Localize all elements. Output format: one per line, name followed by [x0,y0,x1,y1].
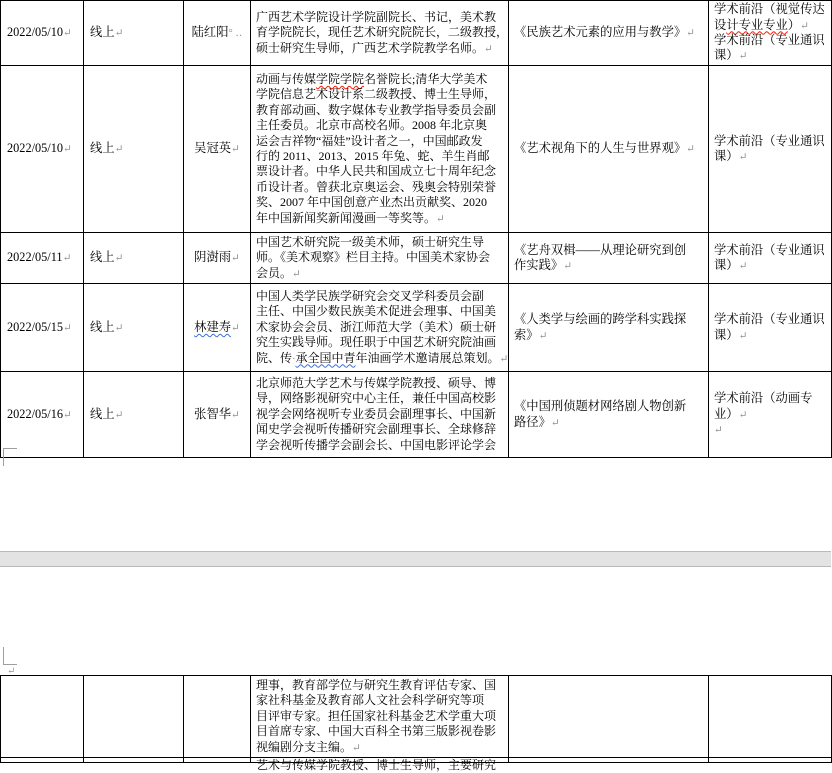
formatting-mark: ↵ [114,322,124,334]
category-cell [709,284,832,372]
text-line [714,33,829,48]
text-line [256,407,507,422]
spellcheck-flagged-text: 计专业专业 [726,17,788,32]
cell-text: ） [787,17,801,32]
table-row [1,66,832,233]
text-line [256,149,507,164]
cell-text: 闻史学会视听传播研究会副理事长、全球修辞 [256,422,497,437]
cell-text: 学术前沿（专业通识 [714,133,825,148]
formatting-mark: ↵ [686,144,695,156]
lecture-table-page2 [0,675,832,772]
cell-text: 北京师范大学艺术与传媒学院教授、硕导、博 [256,376,497,391]
cell-text: 院、传 [256,350,293,365]
formatting-mark: ↵ [738,51,748,63]
cell-text: 术家协会会员、浙江师范大学（美术）硕士研 [256,319,497,334]
cell-text: 学术前沿（视觉传达 [714,2,825,17]
text-line [256,10,507,25]
lecturer-cell [184,758,251,763]
text-line [256,266,507,281]
cell-text: 会员。 [256,265,293,280]
text-line [256,376,507,391]
cell-text: 《人类学与绘画的跨学科实践探 [514,312,687,327]
cell-text: 课） [714,149,739,163]
text-line [7,407,81,422]
text-line [714,243,829,258]
format-cell [84,758,184,763]
cell-text: 运会吉祥物“福娃”设计者之一，中国邮政发 [256,133,483,148]
cell-text: 2022/05/16 [7,406,64,421]
table-row [1,233,832,284]
text-line [714,48,829,63]
date-cell [1,758,84,763]
date-cell [1,66,84,233]
lecturer-cell [184,284,251,372]
formatting-mark: ↵ [800,20,809,32]
formatting-mark: ↵ [538,330,548,342]
cell-text: 年油画学术邀请展总策划。 [355,350,500,365]
formatting-mark: ↵ [231,322,240,334]
title-cell [509,284,709,372]
cell-text: 阴澍雨 [194,250,232,265]
text-line [90,407,181,422]
text-line [185,25,249,40]
formatting-mark: ↵ [62,253,72,265]
formatting-mark: ↵ [231,144,240,156]
text-line [7,250,81,265]
text-line [714,18,829,33]
text-line [256,740,507,755]
text-line [256,72,507,87]
text-line [714,149,829,164]
text-line [514,243,706,258]
formatting-mark: ↵ [63,409,72,421]
cell-text: 视学会网络视听专业委员会副理事长、中国新 [256,406,497,421]
text-line [256,351,507,366]
text-line [256,289,507,304]
text-line [714,134,829,149]
text-line [514,141,706,156]
lecturer-cell [184,1,251,66]
category-cell [709,66,832,233]
formatting-mark: ↵ [738,261,748,272]
cell-text: 《艺术视角下的人生与世界观》 [514,141,687,156]
text-line [256,41,507,56]
formatting-mark: ↵ [114,409,124,421]
text-line [90,320,181,335]
cell-text: 学术前沿（专业通识 [714,33,825,47]
formatting-mark: ↵ [436,213,445,225]
formatting-mark: ↵ [499,353,509,365]
table-row [1,372,832,458]
title-cell [509,372,709,458]
cell-text: 学术前沿（动画专 [714,391,813,406]
text-line [514,312,706,327]
date-cell [1,284,84,372]
cell-text: 行的 2011、2013、2015 年兔、蛇、羊生肖邮 [256,149,490,163]
formatting-mark: ↵ [550,417,560,429]
cell-text: 中国艺术研究院一级美术师，硕士研究生导 [256,234,485,249]
text-line [256,693,507,708]
cell-text: 艺术与传媒学院教授、博士生导师，主要研究 [256,758,497,772]
cell-text: 线上 [90,406,115,421]
text-line [7,25,81,40]
title-cell [509,1,709,66]
cell-text: 学会视听传播学会副会长、中国电影评论学会 [256,437,497,452]
formatting-mark: ↵ [484,43,493,55]
text-line [714,2,829,17]
table-row [1,758,832,763]
text-line [714,391,829,406]
category-cell [709,372,832,458]
text-line [714,422,829,437]
formatting-mark: ↵ [114,253,124,265]
format-cell [84,66,184,233]
cell-text: 学院信息艺术设计系二级教授、博士生导师， [256,87,497,102]
table-row [1,284,832,372]
cell-text: 线上 [90,250,115,265]
cell-text: 师。《美术观察》栏目主持。中国美术家协会 [256,250,491,265]
formatting-mark: · [292,353,296,365]
formatting-mark: ° ‥ [228,28,243,40]
text-line [185,141,249,156]
cell-text: 2022/05/10 [7,25,64,40]
cell-text: 目评审专家。担任国家社科基金艺术学重大项 [256,708,497,723]
format-cell [84,233,184,284]
formatting-mark: ↵ [714,425,723,437]
cell-text: 奖、2007 年中国创意产业杰出贡献奖、2020 [256,195,488,210]
text-line [256,335,507,350]
cell-text: 究生实践导师。现任职于中国艺术研究院油画 [256,335,497,350]
text-line [256,758,507,773]
text-line [90,25,181,40]
date-cell [1,1,84,66]
cell-text: 广西艺术学院设计学院副院长、书记，美术教 [256,9,497,24]
text-line [256,103,507,118]
formatting-mark: ↵ [231,409,240,421]
cell-text: 路径》 [514,414,551,429]
cell-text: 教育部动画、数字媒体专业教学指导委员会副 [256,102,497,117]
cell-text: 陆红阳 [191,25,229,40]
cell-text: 主任委员。北京市高校名师。2008 年北京奥 [256,118,488,133]
table-row [1,1,832,66]
text-line [185,320,249,335]
date-cell [1,233,84,284]
text-line [7,141,81,156]
formatting-mark: ↵ [231,253,240,265]
formatting-mark: ↵ [738,409,748,421]
text-line [256,678,507,693]
text-line [256,211,507,226]
formatting-mark: ↵ [292,268,301,280]
bio-cell [251,1,509,66]
text-line [256,709,507,724]
text-line [7,320,81,335]
cell-text: 课） [714,327,739,342]
cell-text: 育学院院长，现任艺术研究院院长，二级教授， [256,25,509,40]
formatting-mark: ↵ [63,28,72,40]
cell-text: 年中国新闻奖新闻漫画一等奖等。 [256,210,437,225]
formatting-mark: ↵ [63,322,72,334]
text-line [256,195,507,210]
text-line [514,415,706,430]
cell-text: 线上 [90,141,115,156]
cell-text: 线上 [90,319,115,334]
bio-cell [251,676,509,758]
lecturer-cell [184,66,251,233]
formatting-mark: ↵ [114,144,124,156]
text-line [256,235,507,250]
text-line [714,407,829,422]
title-cell [509,66,709,233]
text-line [256,391,507,406]
format-cell [84,676,184,758]
formatting-mark: ↵ [738,330,748,342]
text-line [90,141,181,156]
text-line [256,164,507,179]
formatting-mark: ↵ [738,152,748,163]
table-row [1,676,832,758]
cell-text: 中国人类学民族学研究会交叉学科委员会副 [256,289,485,304]
formatting-mark: ↵ [352,742,361,754]
grammar-flagged-text: 林建寿 [194,319,232,334]
bio-cell [251,372,509,458]
text-line [256,250,507,265]
cell-text: 作实践》 [514,258,564,272]
cell-text: 2022/05/10 [7,141,64,156]
cell-text: 吴冠英 [194,141,232,156]
title-cell [509,758,709,763]
text-line [256,25,507,40]
spellcheck-flagged-text: 学院学院 [316,72,365,87]
category-cell [709,233,832,284]
cell-text: 2022/05/15 [7,319,64,334]
lecturer-cell [184,372,251,458]
text-line [714,328,829,343]
cell-text: 《民族艺术元素的应用与教学》 [514,25,687,40]
bio-cell [251,758,509,772]
cell-text: 动画与传媒 [256,72,317,87]
cell-text: 课） [714,258,739,272]
cell-text: 视编剧分支主编。 [256,739,353,754]
grammar-flagged-text: 承全国中青 [295,350,356,365]
lecturer-cell [184,233,251,284]
format-cell [84,284,184,372]
formatting-mark: ↵ [563,261,573,272]
text-line [514,258,706,273]
text-line [514,328,706,343]
category-cell [709,758,832,763]
formatting-mark: ↵ [114,28,124,40]
cell-text: 张智华 [194,406,232,421]
cell-text: 硕士研究生导师，广西艺术学院教学名师。 [256,40,485,55]
bio-cell [251,66,509,233]
text-line [514,399,706,414]
text-line [256,320,507,335]
lecturer-cell [184,676,251,758]
category-cell [709,676,832,758]
text-line [90,250,181,265]
cell-text: 主任、中国少数民族美术促进会理事、中国美 [256,304,497,319]
cell-text: 票设计者。中华人民共和国成立七十周年纪念 [256,164,497,179]
text-line [714,312,829,327]
page2-text-boundary-mark [3,647,17,665]
page-break-gap [0,551,831,567]
cell-text: 线上 [90,25,115,40]
text-line [256,118,507,133]
text-line [514,25,706,40]
text-line [256,87,507,102]
cell-text: 业） [714,406,739,421]
page1-text-boundary-mark [3,448,17,466]
date-cell [1,676,84,758]
bio-cell [251,284,509,372]
cell-text: 导，网络影视研究中心主任，兼任中国高校影 [256,391,497,406]
text-line [256,304,507,319]
formatting-mark: ↵ [63,144,72,156]
cell-text: 课） [714,48,739,63]
cell-text: 目首席专家、中国大百科全书第三版影视卷影 [256,724,497,739]
text-line [185,250,249,265]
date-cell [1,372,84,458]
text-line [256,724,507,739]
bio-cell [251,233,509,284]
paragraph-mark: ↵ [7,666,16,677]
format-cell [84,372,184,458]
cell-text: 理事，教育部学位与研究生教育评估专家、国 [256,678,497,693]
category-cell [709,1,832,66]
text-line [256,134,507,149]
text-line [185,407,249,422]
cell-text: 《中国刑侦题材网络剧人物创新 [514,399,687,414]
format-cell [84,1,184,66]
cell-text: 设 [714,17,727,32]
text-line [256,438,507,453]
cell-text: 学术前沿（专业通识 [714,242,825,257]
title-cell [509,233,709,284]
cell-text: 索》 [514,327,539,342]
text-line [714,258,829,273]
formatting-mark: ↵ [686,28,695,40]
text-line [256,422,507,437]
cell-text: 学术前沿（专业通识 [714,312,825,327]
cell-text: 2022/05/11 [7,250,63,265]
cell-text: 币设计者。曾获北京奥运会、残奥会特别荣誉 [256,179,497,194]
cell-text: 家社科基金及教育部人文社会科学研究等项 [256,693,485,708]
text-line [256,180,507,195]
title-cell [509,676,709,758]
cell-text: 名誉院长;清华大学美术 [364,72,488,87]
cell-text: 《艺舟双楫——从理论研究到创 [514,242,687,257]
